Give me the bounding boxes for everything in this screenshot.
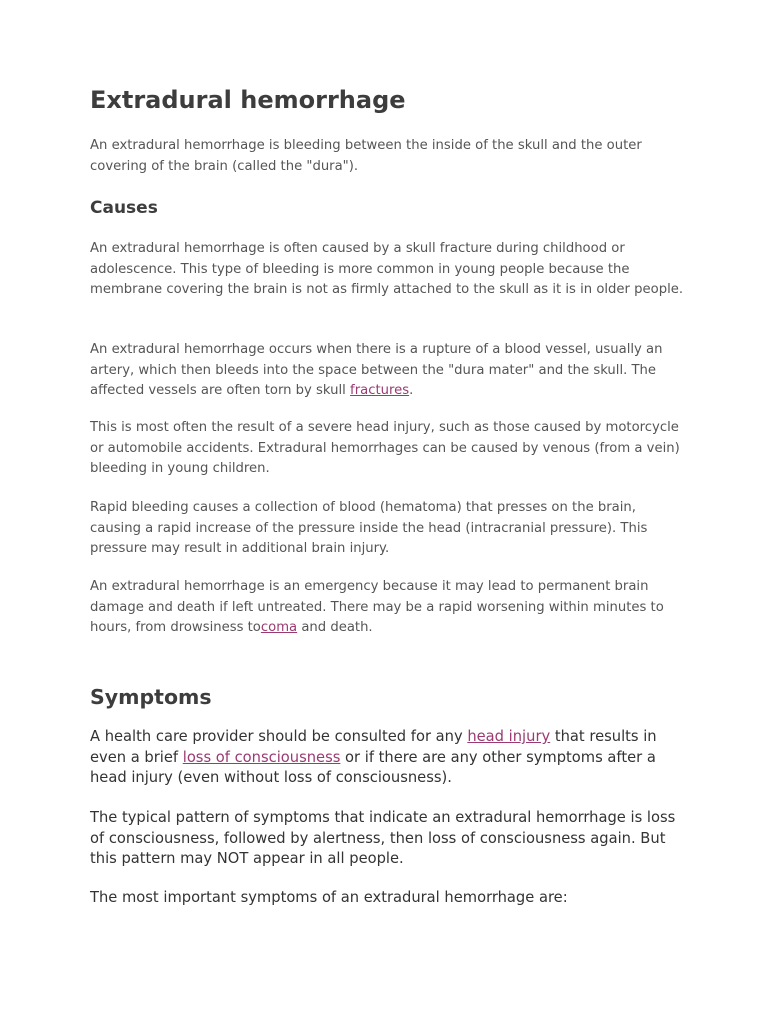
causes-paragraph-3: This is most often the result of a severe head injury, such as those caused by motorcycle or automobile accidents. Extradural hemorrhages can be caused by venous (from a vein) bleeding in young children. xyxy=(90,420,680,476)
intro-paragraph: An extradural hemorrhage is bleeding between the inside of the skull and the outer covering of the brain (called the "dura"). xyxy=(90,138,642,174)
symptoms-paragraph-3: The most important symptoms of an extradural hemorrhage are: xyxy=(90,889,568,906)
causes-paragraph-4: Rapid bleeding causes a collection of blood (hematoma) that presses on the brain, causing a rapid increase of the pressure inside the head (intracranial pressure). This pressure may result in additional brain injury. xyxy=(90,500,648,556)
causes-paragraph-1: An extradural hemorrhage is often caused by a skull fracture during childhood or adolescence. This type of bleeding is more common in young people because the membrane covering the brain is not as firmly attached to the skull as it is in older people. xyxy=(90,241,684,297)
causes-paragraph-5-end: and death. xyxy=(297,620,373,635)
symptoms-paragraph-1-b: that results in even a brief xyxy=(90,728,657,766)
causes-heading: Causes xyxy=(90,198,158,218)
loss-of-consciousness-link[interactable]: loss of consciousness xyxy=(182,748,341,766)
symptoms-heading: Symptoms xyxy=(90,685,212,709)
head-injury-link[interactable]: head injury xyxy=(467,728,551,745)
fractures-link[interactable]: fractures xyxy=(350,383,410,398)
symptoms-paragraph-1 xyxy=(90,727,690,789)
symptoms-paragraph-1-a: A health care provider should be consulted for any xyxy=(90,728,468,745)
causes-paragraph-2 xyxy=(90,340,690,402)
causes-paragraph-5-text: An extradural hemorrhage is an emergency because it may lead to permanent brain damage and death if left untreated. There may be a rapid worsening within minutes to hours, from drowsiness to xyxy=(90,579,664,635)
coma-link[interactable]: coma xyxy=(260,620,298,635)
symptoms-paragraph-2: The typical pattern of symptoms that indicate an extradural hemorrhage is loss of consciousness, followed by alertness, then loss of consciousness again. But this pattern may NOT appear in all people. xyxy=(90,809,676,867)
causes-paragraph-5 xyxy=(90,577,690,639)
page-title: Extradural hemorrhage xyxy=(90,86,406,114)
symptoms-paragraph-1-c: or if there are any other symptoms after a head injury (even without loss of consciousness). xyxy=(90,748,656,786)
causes-paragraph-2-text: An extradural hemorrhage occurs when there is a rupture of a blood vessel, usually an artery, which then bleeds into the space between the "dura mater" and the skull. The affected vessels are often torn by skull xyxy=(90,342,663,398)
causes-paragraph-2-end: . xyxy=(409,383,414,398)
